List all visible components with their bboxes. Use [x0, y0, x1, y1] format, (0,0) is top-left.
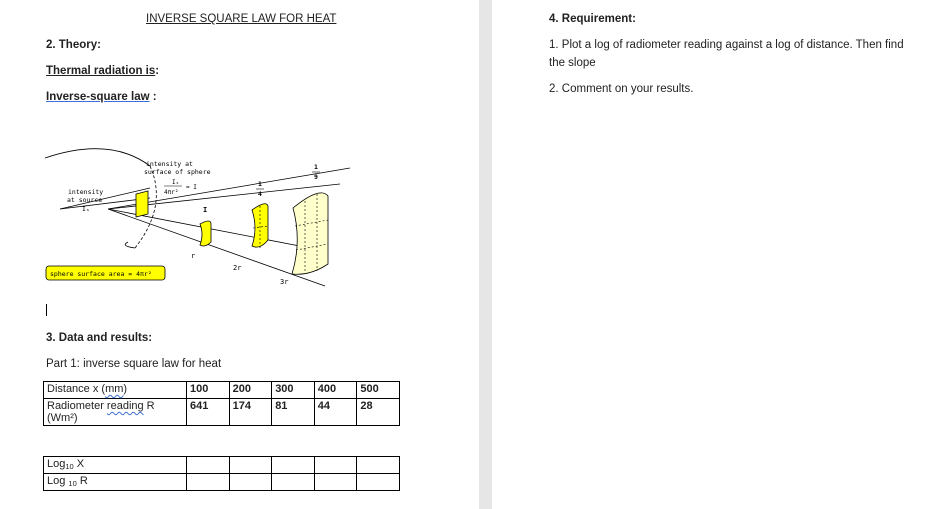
results-table — [43, 381, 400, 426]
label-3r: 3r — [280, 278, 289, 286]
logr-sub: 10 — [68, 479, 77, 488]
sphere-area-text: sphere surface area = 4πr² — [50, 270, 152, 278]
thermal-colon: : — [155, 65, 160, 77]
table-cell: 641 — [187, 399, 230, 426]
requirement-heading: 4. Requirement: — [549, 13, 636, 25]
label-2r: 2r — [233, 264, 242, 272]
label-r: r — [191, 252, 196, 260]
distance-label-suffix: ) — [123, 383, 128, 395]
table-cell: 28 — [357, 399, 400, 426]
panel-3r — [292, 193, 328, 274]
label-quarter-num: 1 — [258, 180, 262, 188]
inverse-square-colon: : — [149, 91, 157, 103]
theory-heading: 2. Theory: — [46, 39, 101, 51]
label-source-symbol: Iₛ — [82, 205, 90, 213]
logx-suffix: X — [73, 458, 85, 470]
table-cell: 81 — [272, 399, 315, 426]
table-cell: 500 — [357, 382, 400, 399]
log-r-label — [44, 474, 187, 491]
logx-sub: 10 — [65, 462, 74, 471]
text-cursor — [46, 304, 47, 316]
table-cell — [314, 474, 357, 491]
table-cell — [187, 457, 230, 474]
table-cell — [229, 457, 272, 474]
reading-word: reading — [106, 400, 144, 412]
label-intensity-i: I — [203, 206, 208, 214]
table-cell — [229, 474, 272, 491]
table-cell: 300 — [272, 382, 315, 399]
table-cell — [187, 474, 230, 491]
reading-label-prefix: Radiometer — [47, 400, 107, 412]
reading-unit: (Wm²) — [47, 412, 78, 424]
label-intensity-source-1: intensity — [68, 188, 104, 196]
distance-unit: mm — [105, 383, 124, 395]
log-table — [43, 456, 400, 491]
table-cell: 44 — [314, 399, 357, 426]
part1-label: Part 1: inverse square law for heat — [46, 358, 222, 370]
thermal-radiation-text: Thermal radiation is — [46, 65, 156, 77]
requirement-item-1-line-1: 1. Plot a log of radiometer reading against a log of distance. Then find — [549, 39, 904, 51]
reading-label-suffix: R — [143, 400, 155, 412]
sphere-patch — [136, 191, 148, 217]
label-intensity-sphere-2: surface of sphere — [144, 168, 211, 176]
logr-prefix: Log — [47, 475, 69, 487]
table-cell — [272, 457, 315, 474]
distance-label-prefix: Distance x ( — [47, 383, 106, 395]
formula-numerator: Iₛ — [172, 179, 180, 186]
thermal-radiation-label — [46, 64, 159, 78]
table-cell — [357, 474, 400, 491]
table-header-distance — [44, 382, 187, 399]
label-ninth-num: 1 — [314, 163, 318, 171]
label-ninth-den: 9 — [314, 173, 318, 181]
table-header-reading — [44, 399, 187, 426]
table-row-distance — [44, 382, 400, 399]
inverse-square-label — [46, 90, 157, 104]
label-intensity-sphere-1: intensity at — [146, 160, 193, 168]
inverse-square-diagram — [40, 146, 370, 296]
table-cell — [314, 457, 357, 474]
logr-suffix: R — [76, 475, 88, 487]
inverse-square-text: Inverse-square law — [46, 91, 150, 103]
table-row-logx — [44, 457, 400, 474]
table-cell: 200 — [229, 382, 272, 399]
log-x-label — [44, 457, 187, 474]
requirement-item-2: 2. Comment on your results. — [549, 83, 694, 95]
document-title: INVERSE SQUARE LAW FOR HEAT — [146, 13, 337, 25]
table-cell: 100 — [187, 382, 230, 399]
table-cell — [272, 474, 315, 491]
sphere-arc — [45, 149, 150, 166]
label-intensity-source-2: at source — [67, 196, 103, 204]
table-row-logr — [44, 474, 400, 491]
table-cell: 174 — [229, 399, 272, 426]
formula-result: = I — [186, 184, 197, 191]
panel-r — [200, 221, 211, 246]
sphere-arc-tail — [125, 242, 135, 248]
table-cell — [357, 457, 400, 474]
formula-denominator: 4πr² — [164, 189, 179, 196]
label-quarter-den: 4 — [258, 190, 262, 198]
logx-prefix: Log — [47, 458, 66, 470]
table-row-reading — [44, 399, 400, 426]
document-page-right — [492, 0, 950, 509]
table-cell: 400 — [314, 382, 357, 399]
data-results-heading: 3. Data and results: — [46, 332, 153, 344]
requirement-item-1-line-2: the slope — [549, 57, 596, 69]
